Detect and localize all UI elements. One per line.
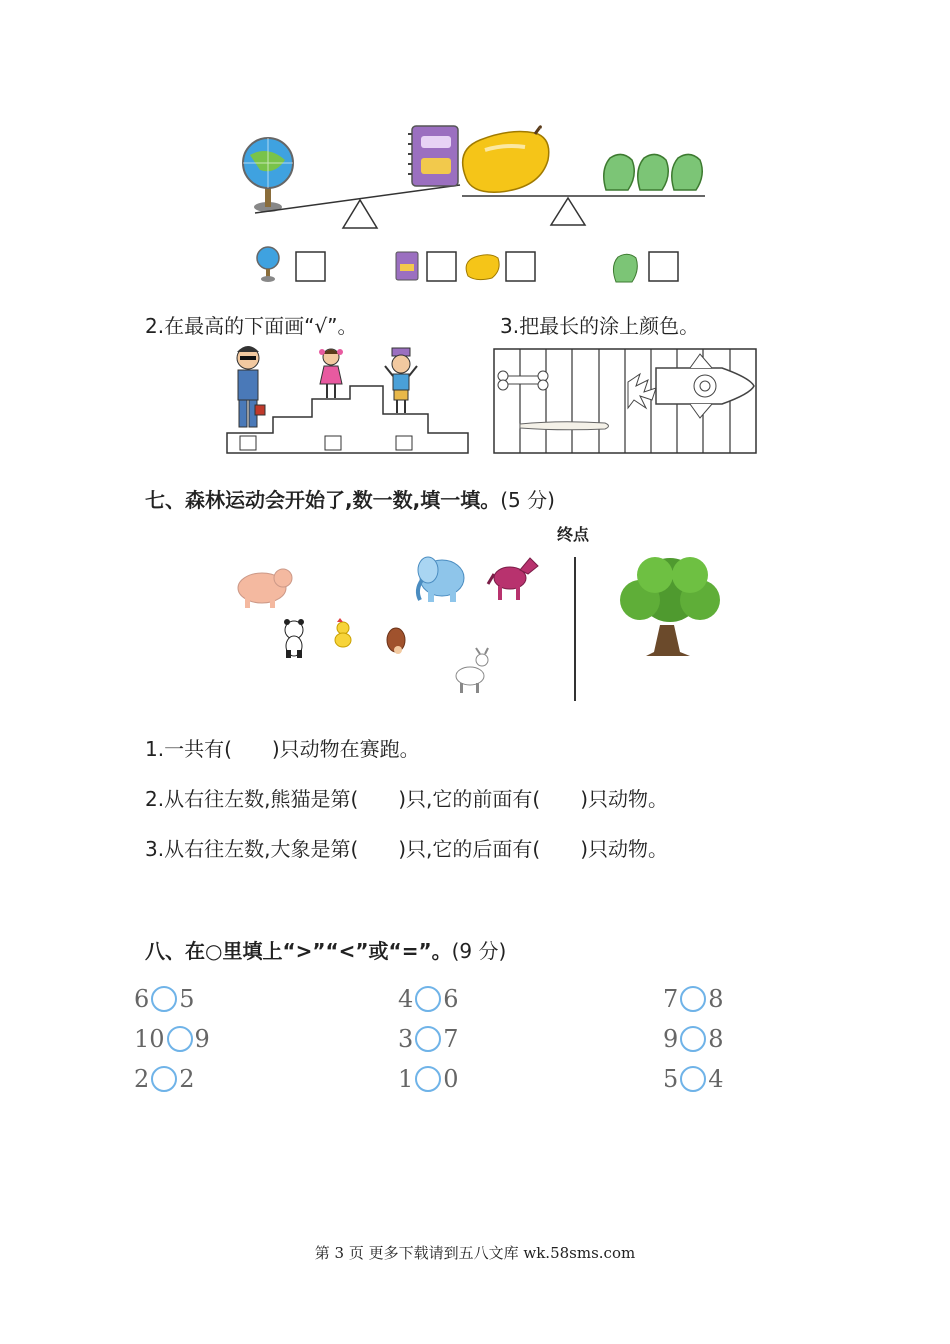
- hedgehog-icon: [387, 628, 405, 654]
- comparison-right: 8: [708, 1025, 724, 1053]
- page-footer: 第 3 页 更多下载请到五八文库 wk.58sms.com: [314, 1244, 636, 1262]
- comparison-item: [663, 1065, 724, 1093]
- elephant-icon: [418, 557, 464, 602]
- comparison-circle[interactable]: [151, 1066, 177, 1092]
- comparison-item: [134, 1025, 210, 1053]
- comparison-circle[interactable]: [415, 1026, 441, 1052]
- comparison-item: [663, 1025, 724, 1053]
- comparison-circle[interactable]: [680, 1066, 706, 1092]
- comparison-circle[interactable]: [680, 1026, 706, 1052]
- comparison-item: [398, 1065, 459, 1093]
- comparison-left: 9: [663, 1025, 679, 1053]
- comparison-right: 2: [179, 1065, 195, 1093]
- comparison-left: 10: [134, 1025, 165, 1053]
- section-8-title-text: 八、在○里填上“>”“<”或“=”。: [145, 939, 452, 963]
- comparison-circle[interactable]: [167, 1026, 193, 1052]
- comparison-item: [398, 985, 459, 1013]
- comparison-circle[interactable]: [680, 986, 706, 1012]
- finish-label: 终点: [557, 525, 590, 544]
- comparison-circle[interactable]: [415, 1066, 441, 1092]
- comparison-right: 9: [194, 1025, 210, 1053]
- section-7-title-text: 七、森林运动会开始了,数一数,填一填。: [145, 488, 501, 512]
- comparison-left: 7: [663, 985, 679, 1013]
- section-8-title: [145, 935, 506, 964]
- tree-icon: [620, 557, 720, 656]
- comparison-item: [398, 1025, 459, 1053]
- panda-icon: [284, 619, 304, 658]
- section-7-question-1: 1.一共有( )只动物在赛跑。: [145, 737, 420, 761]
- comparison-item: [134, 985, 195, 1013]
- comparison-item: [663, 985, 724, 1013]
- comparison-left: 2: [134, 1065, 150, 1093]
- horse-icon: [488, 558, 538, 600]
- comparison-left: 4: [398, 985, 414, 1013]
- comparison-left: 5: [663, 1065, 679, 1093]
- chick-icon: [335, 618, 351, 647]
- goat-icon: [456, 648, 488, 693]
- comparison-right: 4: [708, 1065, 724, 1093]
- comparison-right: 0: [443, 1065, 459, 1093]
- section-7-points: (5 分): [500, 488, 555, 512]
- comparison-circle[interactable]: [151, 986, 177, 1012]
- comparison-right: 7: [443, 1025, 459, 1053]
- section-7-question-3: 3.从右往左数,大象是第( )只,它的后面有( )只动物。: [145, 837, 669, 861]
- comparison-right: 6: [443, 985, 459, 1013]
- comparison-left: 6: [134, 985, 150, 1013]
- comparison-circle[interactable]: [415, 986, 441, 1012]
- section-8-points: (9 分): [451, 939, 507, 963]
- comparison-right: 8: [708, 985, 724, 1013]
- question-3-label: 3.把最长的涂上颜色。: [500, 314, 700, 338]
- comparison-left: 3: [398, 1025, 414, 1053]
- section-7-question-2: 2.从右往左数,熊猫是第( )只,它的前面有( )只动物。: [145, 787, 669, 811]
- comparison-left: 1: [398, 1065, 414, 1093]
- comparison-right: 5: [179, 985, 195, 1013]
- comparison-item: [134, 1065, 195, 1093]
- question-2-label: 2.在最高的下面画“√”。: [145, 314, 358, 338]
- pig-icon: [238, 569, 292, 608]
